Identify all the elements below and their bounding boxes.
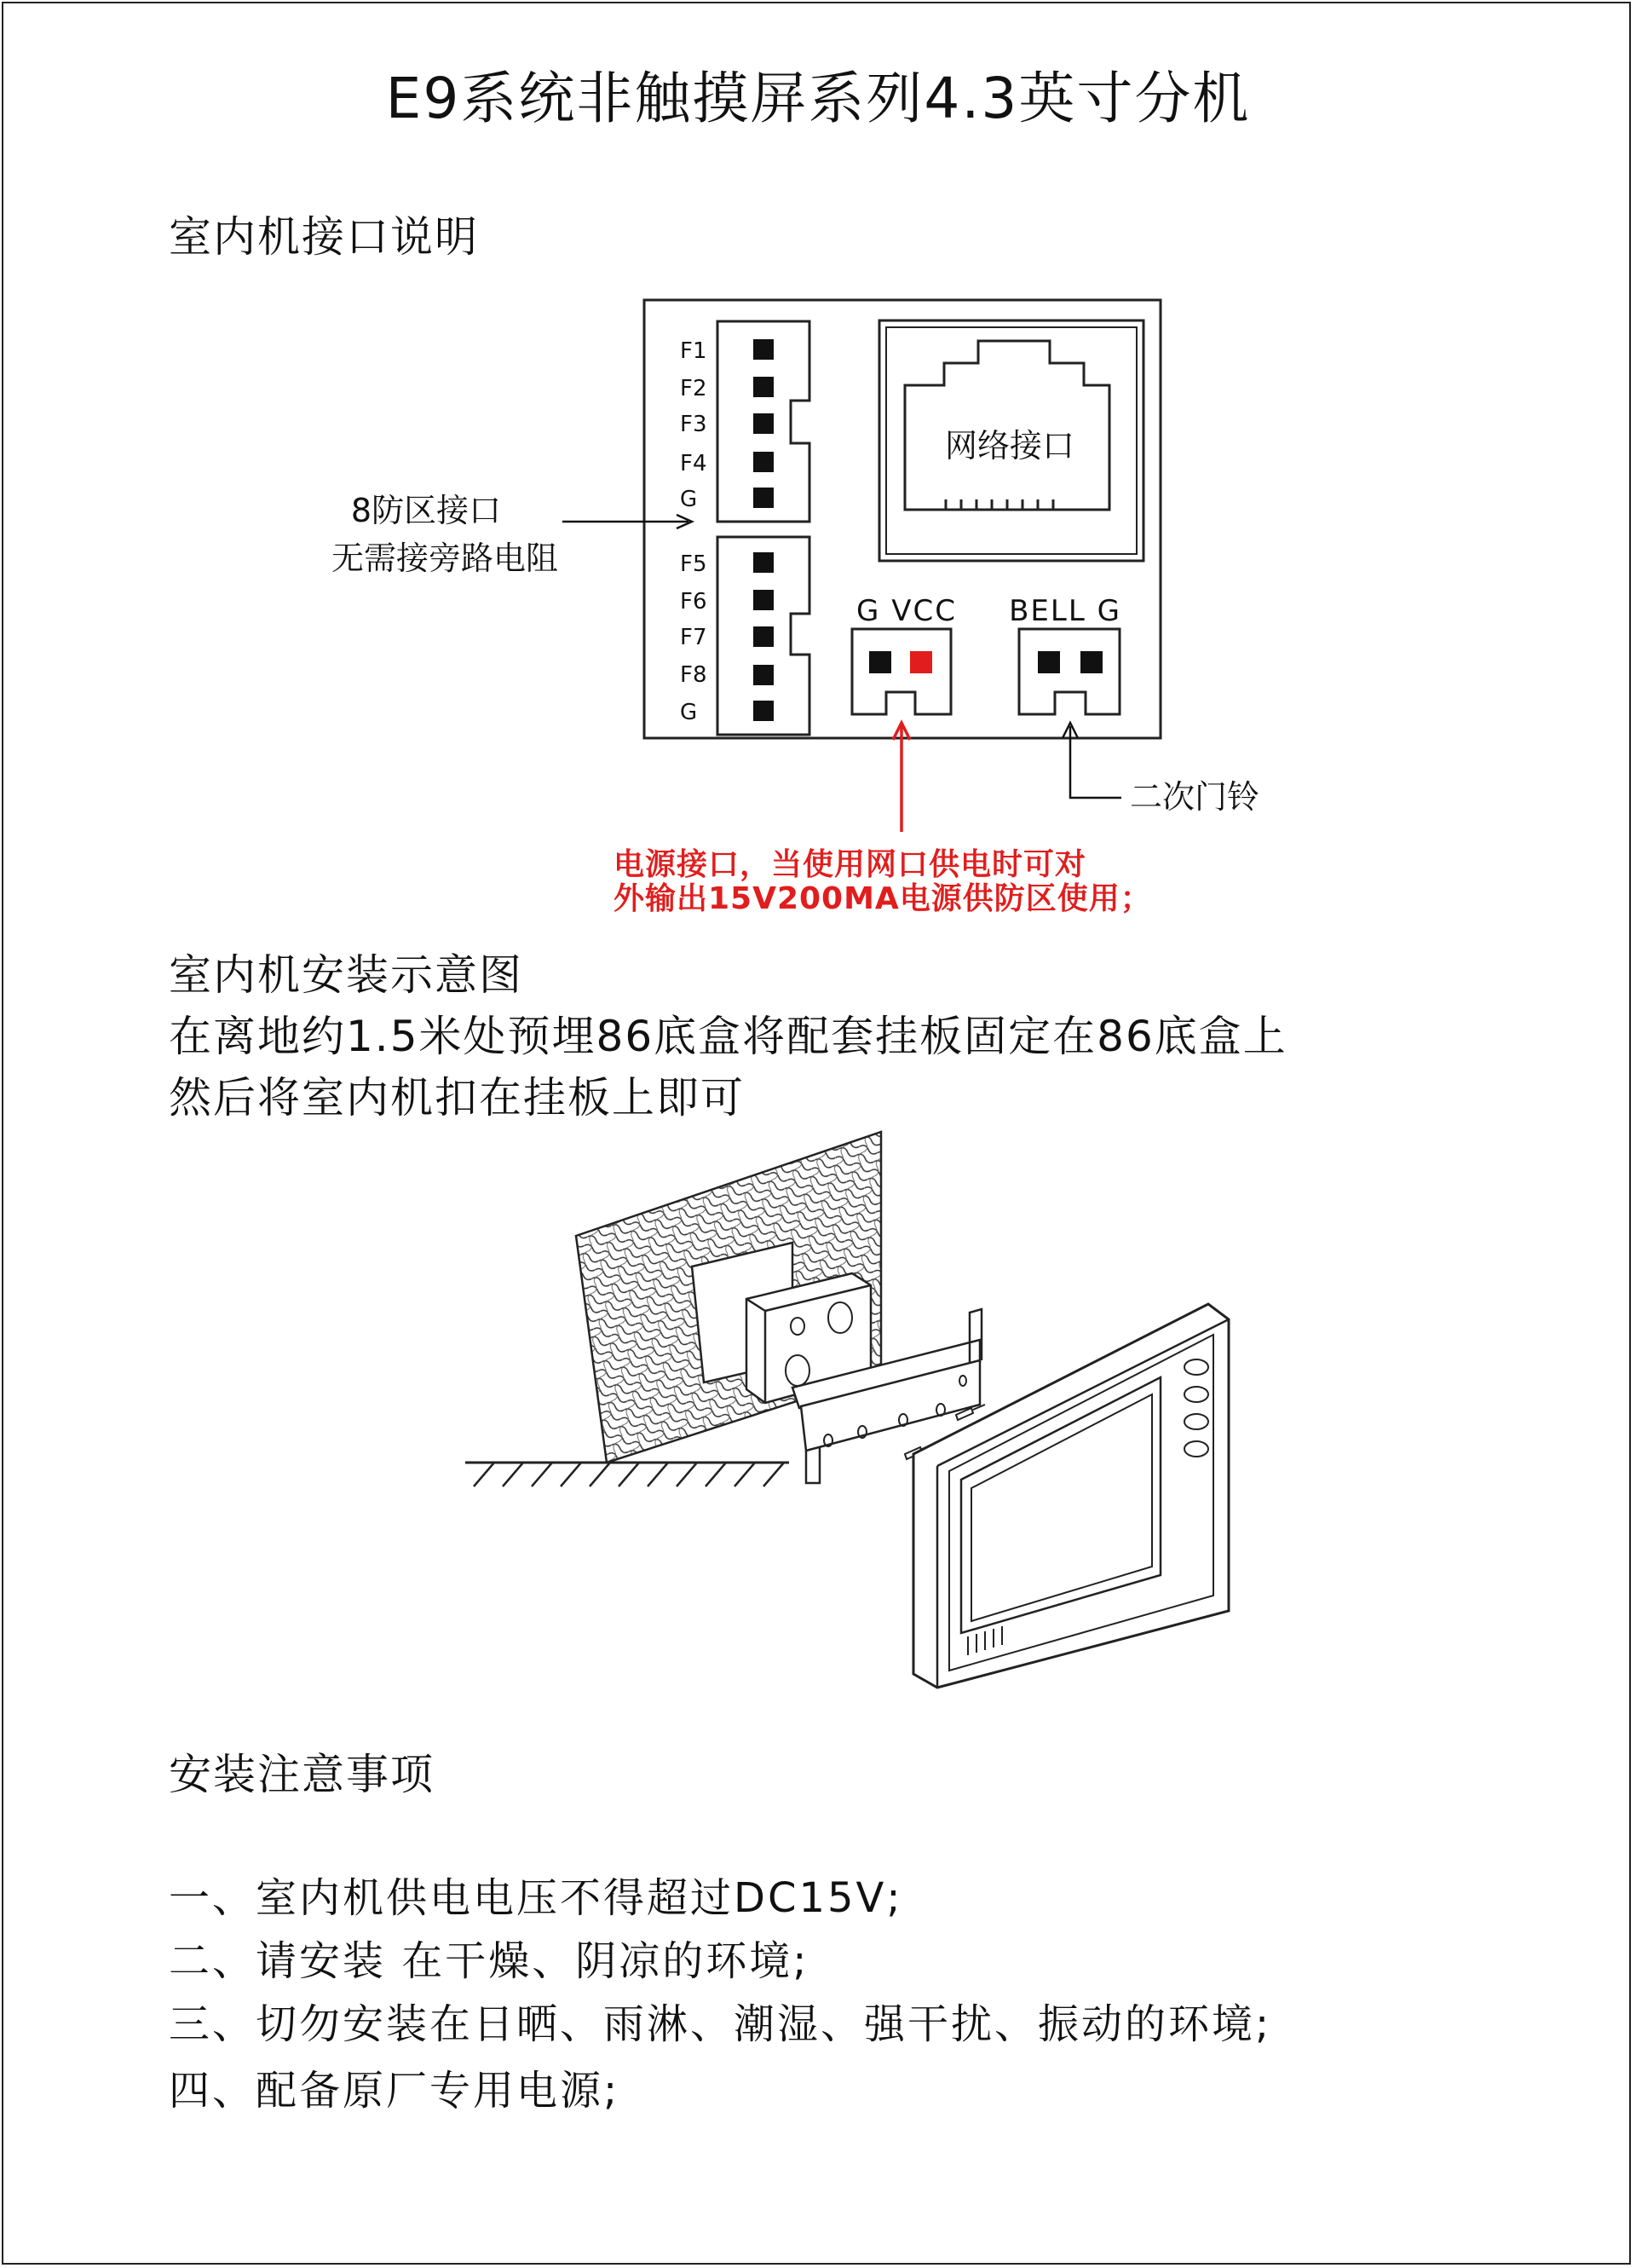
label-f8: F8 — [680, 662, 707, 688]
label-f2: F2 — [680, 376, 707, 401]
power-pins-label: G VCC — [856, 594, 957, 628]
label-f4: F4 — [680, 451, 707, 476]
bell-pins-label: BELL G — [1009, 594, 1121, 628]
floor-hatching — [474, 1463, 784, 1486]
install-text-line2: 然后将室内机扣在挂板上即可 — [169, 1073, 745, 1122]
page-title: E9系统非触摸屏系列4.3英寸分机 — [385, 66, 1251, 131]
power-note-line1: 电源接口，当使用网口供电时可对 — [614, 847, 1087, 882]
label-g2: G — [680, 700, 698, 725]
label-f6: F6 — [680, 589, 707, 615]
note-item-2: 二、请安装 在干燥、阴凉的环境; — [169, 1937, 809, 1985]
zone-note-line2: 无需接旁路电阻 — [331, 540, 559, 577]
label-f3: F3 — [680, 412, 707, 437]
label-f1: F1 — [680, 338, 707, 364]
label-g1: G — [680, 487, 698, 512]
power-note-line2: 外输出15V200MA电源供防区使用； — [614, 881, 1152, 916]
install-heading: 室内机安装示意图 — [169, 950, 523, 1000]
network-port-label: 网络接口 — [944, 427, 1075, 465]
install-text-line1: 在离地约1.5米处预埋86底盒将配套挂板固定在86底盒上 — [169, 1012, 1287, 1061]
note-item-4: 四、配备原厂专用电源; — [169, 2067, 620, 2115]
doorbell-note: 二次门铃 — [1130, 778, 1260, 816]
label-f5: F5 — [680, 551, 707, 577]
label-f7: F7 — [680, 625, 707, 650]
zone-note-line1: 8防区接口 — [350, 492, 502, 529]
interface-heading: 室内机接口说明 — [169, 212, 479, 262]
note-item-3: 三、切勿安装在日晒、雨淋、潮湿、强干扰、振动的环境; — [169, 2000, 1272, 2048]
note-item-1: 一、室内机供电电压不得超过DC15V; — [169, 1874, 903, 1922]
notes-heading: 安装注意事项 — [169, 1750, 435, 1799]
